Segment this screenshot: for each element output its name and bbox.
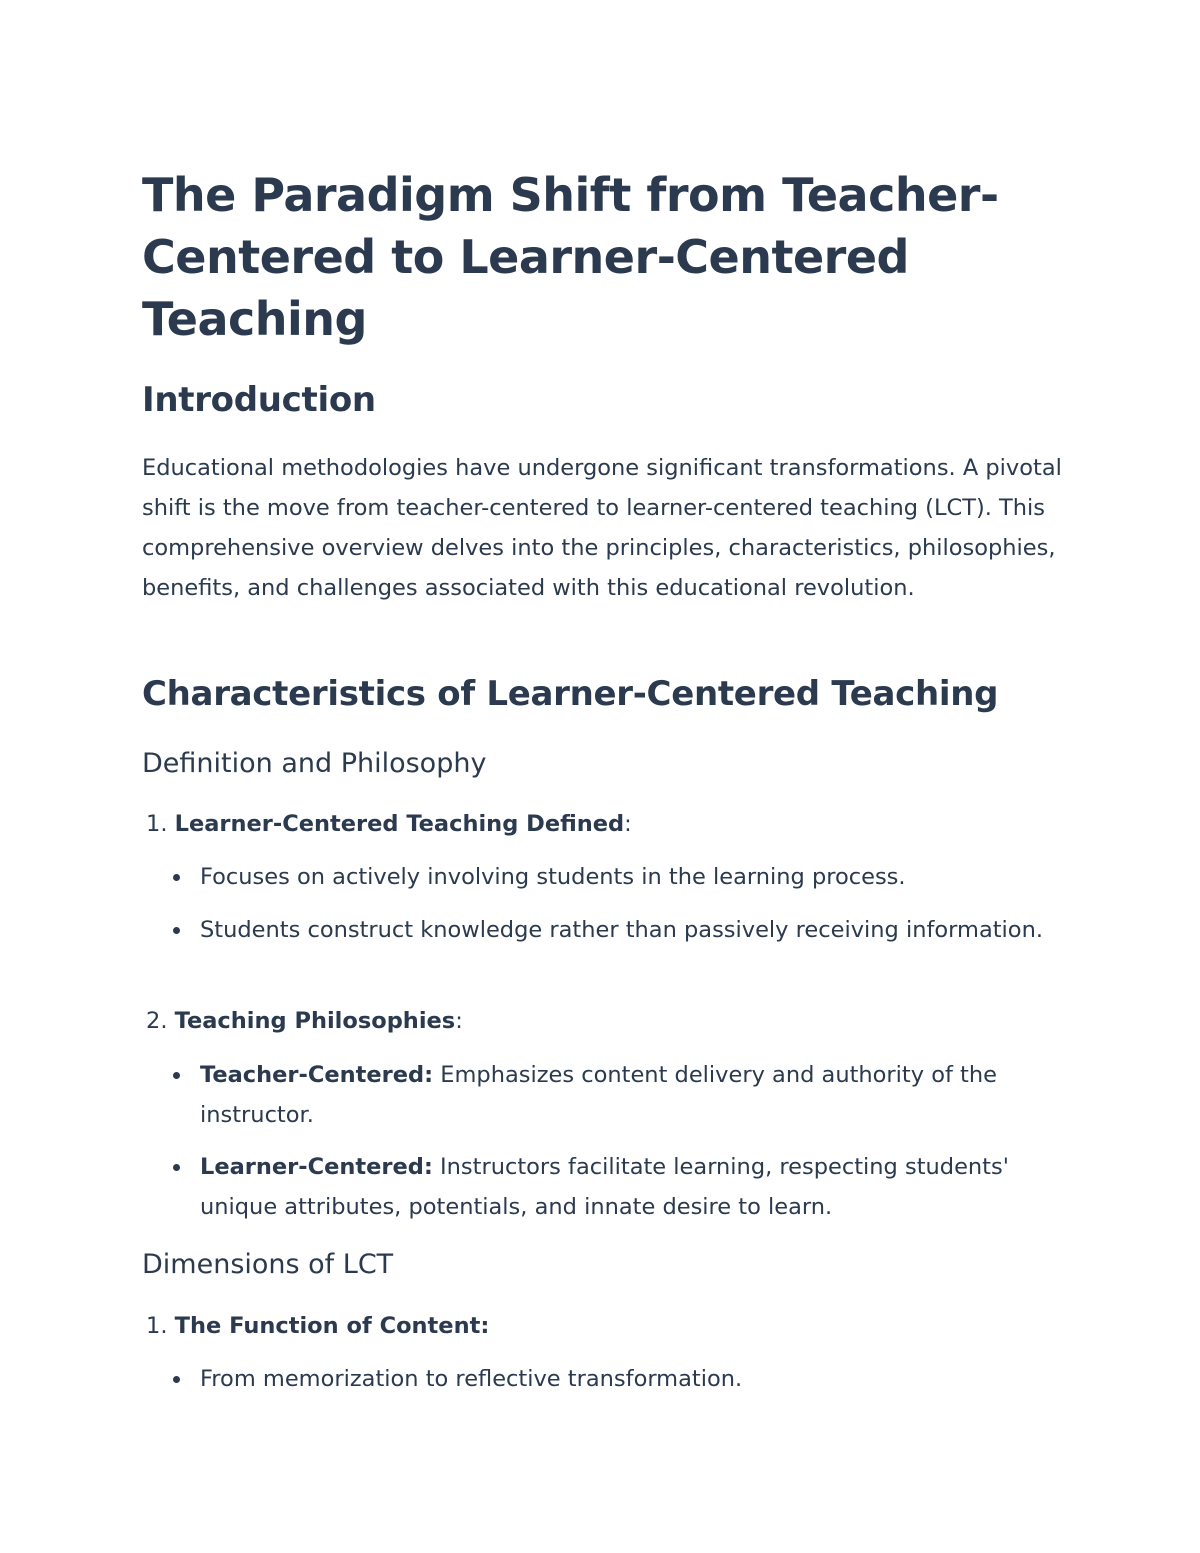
item-suffix: :: [455, 1008, 463, 1034]
introduction-heading: Introduction: [142, 380, 376, 420]
bullet-item: From memorization to reflective transformation.: [200, 1359, 1070, 1399]
list-item-definition-1: [146, 806, 632, 842]
item-number: 1.: [146, 811, 168, 837]
bullet-term-sep: :: [423, 1154, 433, 1180]
item-suffix: :: [624, 811, 632, 837]
item-number: 2.: [146, 1008, 168, 1034]
item-label: Teaching Philosophies: [174, 1008, 456, 1034]
item-number: 1.: [146, 1313, 168, 1339]
page-title: The Paradigm Shift from Teacher-Centered to Learner-Centered Teaching: [142, 168, 999, 346]
item-label: The Function of Content: [174, 1313, 481, 1339]
bullet-item: [200, 1055, 1070, 1135]
definition-heading: Definition and Philosophy: [142, 748, 487, 779]
item-label: Learner-Centered Teaching Defined: [174, 811, 625, 837]
bullet-item: Focuses on actively involving students in the learning process.: [200, 857, 1070, 897]
introduction-paragraph: Educational methodologies have undergone significant transformations. A pivotal shift is the move from teacher-centered to learner-centered teaching (LCT). This comprehensive overview delves into the principles, characteristics, philosophies, benefits, and challenges associated with this educational revolution.: [142, 455, 1062, 601]
bullet-item: Students construct knowledge rather than passively receiving information.: [200, 910, 1070, 950]
bullet-item: [200, 1147, 1070, 1227]
dimensions-heading: Dimensions of LCT: [142, 1249, 394, 1280]
characteristics-heading: Characteristics of Learner-Centered Teaching: [142, 674, 999, 714]
bullet-term: Learner-Centered: [200, 1154, 424, 1180]
item-suffix: :: [480, 1313, 490, 1339]
bullet-term-sep: :: [424, 1062, 434, 1088]
list-item-definition-2: [146, 1003, 463, 1039]
bullet-text: Instructors facilitate learning, respecting students' unique attributes, potentials, and innate desire to learn.: [200, 1154, 1009, 1220]
list-item-dimensions-1: [146, 1308, 489, 1344]
bullet-term: Teacher-Centered: [200, 1062, 425, 1088]
bullet-text: Emphasizes content delivery and authority of the instructor.: [200, 1062, 997, 1128]
